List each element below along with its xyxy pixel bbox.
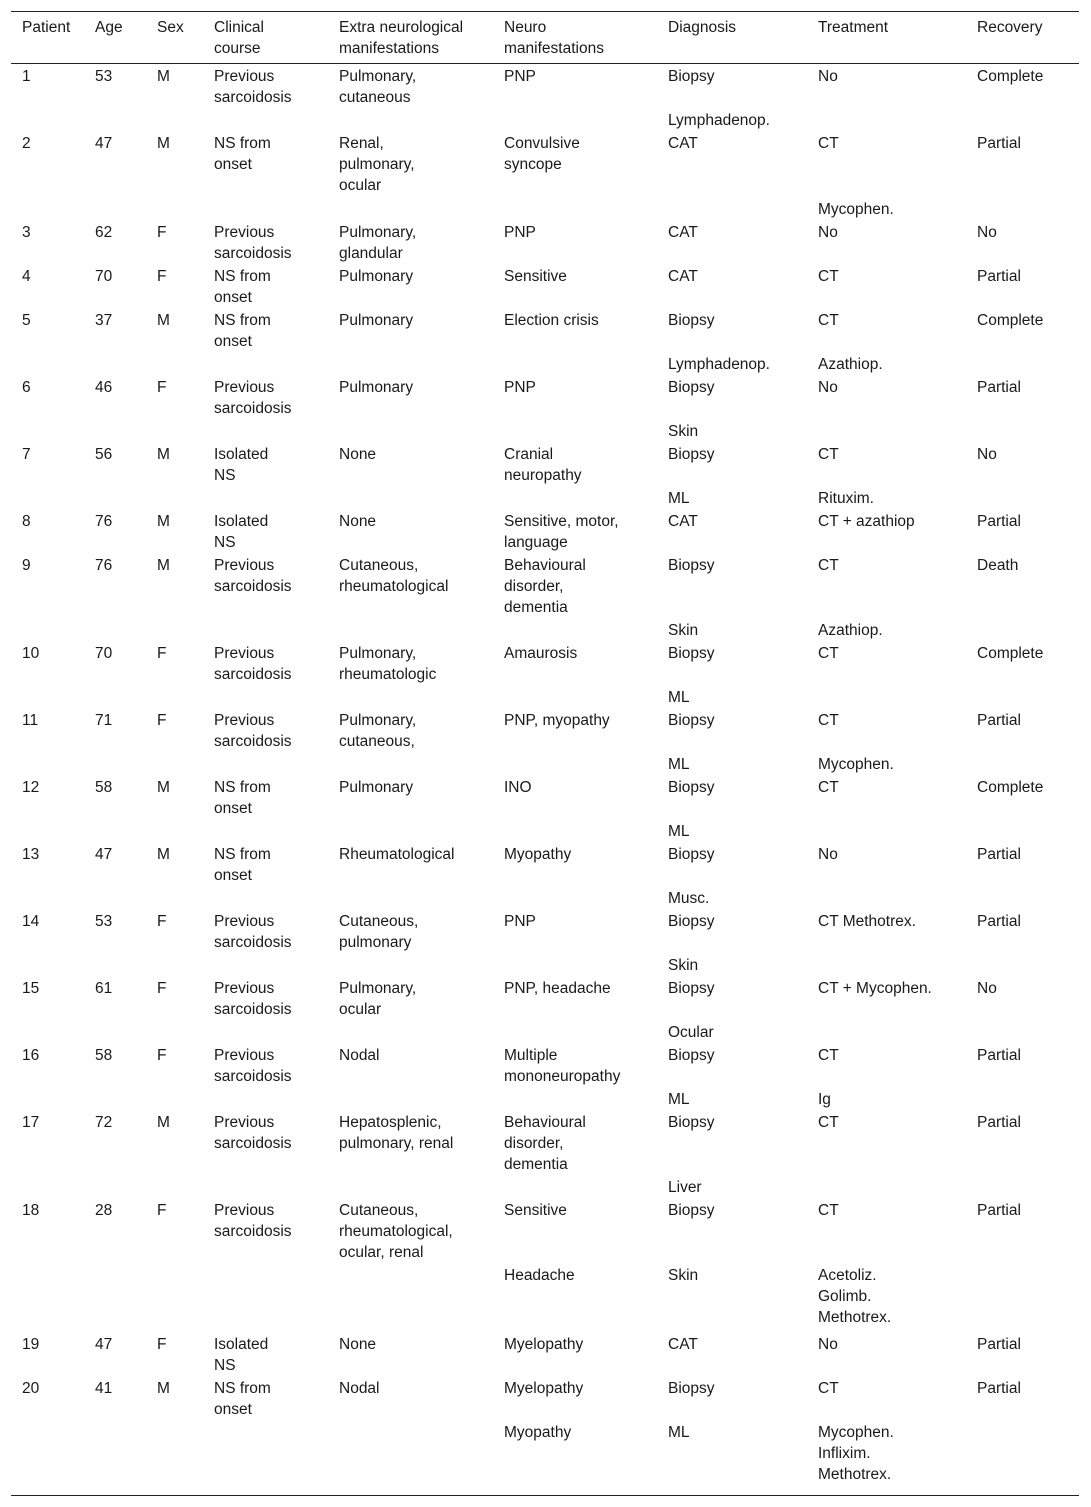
cell-extra-neuro: Pulmonary, cutaneous,	[339, 712, 417, 750]
cell-diagnosis: Biopsy	[668, 68, 715, 85]
cell-neuro: Myelopathy	[504, 1336, 584, 1353]
cell-clinical-course: NS from onset	[214, 312, 271, 350]
cell-sex: M	[157, 135, 170, 152]
cell-patient: 14	[22, 913, 40, 930]
cell-patient: 7	[22, 446, 31, 463]
table-bottom-rule	[11, 1495, 1079, 1496]
cell-extra-neuro: None	[339, 446, 377, 463]
patient-table	[11, 11, 1079, 1496]
cell-treatment: CT	[818, 779, 839, 796]
cell-treatment: CT + Mycophen.	[818, 980, 932, 997]
cell-sex: M	[157, 846, 170, 863]
cell-diagnosis: Biopsy	[668, 846, 715, 863]
cell-treatment: CT	[818, 1114, 839, 1131]
cell-clinical-course: Isolated NS	[214, 513, 269, 551]
cell-recovery: Complete	[977, 645, 1044, 662]
cell-sex: F	[157, 1202, 167, 1219]
cell-age: 47	[95, 135, 113, 152]
cell-recovery: No	[977, 980, 997, 997]
cell-diagnosis: Biopsy	[668, 645, 715, 662]
cell-sex: F	[157, 268, 167, 285]
cell-diagnosis: Biopsy	[668, 446, 715, 463]
cell-clinical-course: Previous sarcoidosis	[214, 557, 292, 595]
cell-extra-neuro: Rheumatological	[339, 846, 455, 863]
cell-neuro: Behavioural disorder, dementia	[504, 1114, 586, 1173]
cell-treatment: No	[818, 224, 838, 241]
cell-clinical-course: NS from onset	[214, 1380, 271, 1418]
cell-sex: F	[157, 913, 167, 930]
cell-extra-neuro: Renal, pulmonary, ocular	[339, 135, 415, 194]
cell-sex: M	[157, 557, 170, 574]
cell-diagnosis: ML	[668, 1091, 690, 1108]
cell-treatment: CT	[818, 557, 839, 574]
header-age: Age	[95, 19, 123, 36]
cell-clinical-course: Previous sarcoidosis	[214, 68, 292, 106]
cell-patient: 17	[22, 1114, 40, 1131]
cell-diagnosis: Biopsy	[668, 779, 715, 796]
cell-sex: M	[157, 513, 170, 530]
cell-clinical-course: Previous sarcoidosis	[214, 1047, 292, 1085]
cell-age: 53	[95, 913, 113, 930]
cell-recovery: No	[977, 446, 997, 463]
cell-treatment: No	[818, 846, 838, 863]
cell-extra-neuro: Nodal	[339, 1380, 380, 1397]
cell-sex: F	[157, 1336, 167, 1353]
cell-treatment: CT	[818, 446, 839, 463]
cell-neuro: Multiple mononeuropathy	[504, 1047, 621, 1085]
cell-patient: 12	[22, 779, 40, 796]
cell-patient: 8	[22, 513, 31, 530]
header-recovery: Recovery	[977, 19, 1043, 36]
cell-neuro: Sensitive, motor, language	[504, 513, 619, 551]
cell-treatment: CT	[818, 712, 839, 729]
cell-age: 28	[95, 1202, 113, 1219]
cell-patient: 13	[22, 846, 40, 863]
cell-extra-neuro: Cutaneous, rheumatological	[339, 557, 449, 595]
cell-diagnosis: Lymphadenop.	[668, 112, 770, 129]
cell-age: 46	[95, 379, 113, 396]
cell-sex: F	[157, 980, 167, 997]
cell-recovery: Partial	[977, 1114, 1021, 1131]
cell-sex: M	[157, 1380, 170, 1397]
cell-treatment: Mycophen. Inflixim. Methotrex.	[818, 1424, 894, 1483]
cell-age: 47	[95, 846, 113, 863]
cell-diagnosis: Biopsy	[668, 913, 715, 930]
cell-diagnosis: Biopsy	[668, 312, 715, 329]
cell-clinical-course: NS from onset	[214, 779, 271, 817]
cell-age: 76	[95, 513, 113, 530]
cell-patient: 11	[22, 712, 39, 729]
cell-neuro: Behavioural disorder, dementia	[504, 557, 586, 616]
cell-clinical-course: Isolated NS	[214, 1336, 269, 1374]
cell-recovery: Death	[977, 557, 1019, 574]
cell-recovery: Partial	[977, 846, 1021, 863]
header-treatment: Treatment	[818, 19, 889, 36]
cell-diagnosis: Skin	[668, 622, 699, 639]
cell-patient: 1	[22, 68, 31, 85]
cell-treatment: No	[818, 1336, 838, 1353]
cell-clinical-course: Previous sarcoidosis	[214, 913, 292, 951]
cell-extra-neuro: Pulmonary	[339, 268, 414, 285]
cell-treatment: CT	[818, 135, 839, 152]
cell-recovery: Partial	[977, 268, 1021, 285]
cell-clinical-course: NS from onset	[214, 846, 271, 884]
cell-extra-neuro: Pulmonary, cutaneous	[339, 68, 417, 106]
cell-clinical-course: Previous sarcoidosis	[214, 645, 292, 683]
cell-clinical-course: Previous sarcoidosis	[214, 980, 292, 1018]
cell-patient: 3	[22, 224, 31, 241]
cell-neuro: Myopathy	[504, 846, 572, 863]
cell-age: 76	[95, 557, 113, 574]
cell-sex: F	[157, 645, 167, 662]
cell-recovery: Complete	[977, 779, 1044, 796]
cell-neuro: INO	[504, 779, 532, 796]
cell-neuro: Cranial neuropathy	[504, 446, 582, 484]
cell-recovery: Partial	[977, 1380, 1021, 1397]
cell-patient: 16	[22, 1047, 40, 1064]
cell-sex: F	[157, 379, 167, 396]
cell-diagnosis: CAT	[668, 513, 698, 530]
cell-extra-neuro: Cutaneous, pulmonary	[339, 913, 419, 951]
header-patient: Patient	[22, 19, 71, 36]
cell-neuro: PNP	[504, 379, 536, 396]
cell-age: 37	[95, 312, 113, 329]
cell-diagnosis: Skin	[668, 957, 699, 974]
cell-neuro: PNP	[504, 68, 536, 85]
cell-recovery: No	[977, 224, 997, 241]
cell-sex: F	[157, 712, 167, 729]
cell-patient: 6	[22, 379, 31, 396]
header-sex: Sex	[157, 19, 184, 36]
cell-extra-neuro: Pulmonary	[339, 312, 414, 329]
cell-clinical-course: Previous sarcoidosis	[214, 1114, 292, 1152]
cell-diagnosis: Biopsy	[668, 1380, 715, 1397]
cell-recovery: Complete	[977, 312, 1044, 329]
cell-clinical-course: NS from onset	[214, 135, 271, 173]
cell-treatment: Azathiop.	[818, 622, 883, 639]
cell-sex: M	[157, 779, 170, 796]
header-clinical-course: Clinical course	[214, 19, 264, 57]
cell-age: 41	[95, 1380, 113, 1397]
cell-neuro: Myopathy	[504, 1424, 572, 1441]
cell-diagnosis: Biopsy	[668, 557, 715, 574]
cell-clinical-course: Previous sarcoidosis	[214, 712, 292, 750]
cell-diagnosis: ML	[668, 823, 690, 840]
cell-neuro: Myelopathy	[504, 1380, 584, 1397]
cell-diagnosis: CAT	[668, 268, 698, 285]
cell-patient: 9	[22, 557, 31, 574]
cell-diagnosis: Skin	[668, 423, 699, 440]
cell-treatment: CT	[818, 1202, 839, 1219]
cell-recovery: Complete	[977, 68, 1044, 85]
cell-extra-neuro: Pulmonary, glandular	[339, 224, 417, 262]
cell-age: 61	[95, 980, 113, 997]
cell-clinical-course: Previous sarcoidosis	[214, 379, 292, 417]
cell-diagnosis: CAT	[668, 135, 698, 152]
cell-sex: M	[157, 68, 170, 85]
cell-clinical-course: Previous sarcoidosis	[214, 1202, 292, 1240]
cell-diagnosis: Lymphadenop.	[668, 356, 770, 373]
cell-age: 47	[95, 1336, 113, 1353]
cell-sex: F	[157, 224, 167, 241]
cell-neuro: PNP, myopathy	[504, 712, 610, 729]
header-neuro: Neuro manifestations	[504, 19, 604, 57]
cell-treatment: CT	[818, 1047, 839, 1064]
cell-age: 62	[95, 224, 113, 241]
cell-age: 72	[95, 1114, 113, 1131]
cell-treatment: Rituxim.	[818, 490, 874, 507]
cell-recovery: Partial	[977, 1047, 1021, 1064]
cell-treatment: Azathiop.	[818, 356, 883, 373]
cell-patient: 20	[22, 1380, 40, 1397]
cell-treatment: CT Methotrex.	[818, 913, 916, 930]
cell-age: 70	[95, 268, 113, 285]
cell-neuro: PNP	[504, 913, 536, 930]
cell-sex: M	[157, 312, 170, 329]
cell-neuro: Headache	[504, 1267, 575, 1284]
cell-diagnosis: CAT	[668, 224, 698, 241]
cell-neuro: Sensitive	[504, 1202, 567, 1219]
cell-patient: 18	[22, 1202, 40, 1219]
cell-extra-neuro: Nodal	[339, 1047, 380, 1064]
cell-diagnosis: CAT	[668, 1336, 698, 1353]
cell-diagnosis: Biopsy	[668, 379, 715, 396]
cell-clinical-course: NS from onset	[214, 268, 271, 306]
cell-patient: 2	[22, 135, 31, 152]
cell-extra-neuro: None	[339, 513, 377, 530]
cell-treatment: CT	[818, 645, 839, 662]
cell-neuro: Sensitive	[504, 268, 567, 285]
cell-clinical-course: Previous sarcoidosis	[214, 224, 292, 262]
cell-diagnosis: Biopsy	[668, 1202, 715, 1219]
cell-diagnosis: Biopsy	[668, 712, 715, 729]
cell-sex: M	[157, 446, 170, 463]
cell-age: 56	[95, 446, 113, 463]
cell-diagnosis: ML	[668, 1424, 690, 1441]
cell-treatment: CT	[818, 1380, 839, 1397]
cell-diagnosis: ML	[668, 490, 690, 507]
cell-diagnosis: ML	[668, 756, 690, 773]
cell-diagnosis: Liver	[668, 1179, 702, 1196]
cell-treatment: Acetoliz. Golimb. Methotrex.	[818, 1267, 892, 1326]
cell-recovery: Partial	[977, 1336, 1021, 1353]
cell-patient: 19	[22, 1336, 40, 1353]
cell-extra-neuro: Pulmonary, rheumatologic	[339, 645, 437, 683]
cell-extra-neuro: Pulmonary	[339, 779, 414, 796]
cell-patient: 4	[22, 268, 31, 285]
cell-diagnosis: Biopsy	[668, 1047, 715, 1064]
cell-age: 58	[95, 1047, 113, 1064]
cell-treatment: No	[818, 379, 838, 396]
cell-recovery: Partial	[977, 1202, 1021, 1219]
cell-diagnosis: ML	[668, 689, 690, 706]
cell-age: 70	[95, 645, 113, 662]
cell-extra-neuro: Pulmonary, ocular	[339, 980, 417, 1018]
cell-age: 58	[95, 779, 113, 796]
cell-diagnosis: Biopsy	[668, 1114, 715, 1131]
header-diagnosis: Diagnosis	[668, 19, 737, 36]
cell-treatment: CT	[818, 268, 839, 285]
table-top-rule	[11, 11, 1079, 12]
cell-sex: M	[157, 1114, 170, 1131]
cell-clinical-course: Isolated NS	[214, 446, 269, 484]
cell-treatment: Ig	[818, 1091, 831, 1108]
cell-age: 53	[95, 68, 113, 85]
cell-sex: F	[157, 1047, 167, 1064]
header-bottom-rule	[11, 63, 1079, 64]
cell-diagnosis: Biopsy	[668, 980, 715, 997]
cell-treatment: Mycophen.	[818, 756, 894, 773]
cell-diagnosis: Skin	[668, 1267, 699, 1284]
cell-diagnosis: Ocular	[668, 1024, 714, 1041]
header-extra-neuro: Extra neurological manifestations	[339, 19, 464, 57]
cell-neuro: Election crisis	[504, 312, 599, 329]
cell-patient: 15	[22, 980, 40, 997]
cell-recovery: Partial	[977, 513, 1021, 530]
cell-treatment: CT + azathiop	[818, 513, 915, 530]
cell-patient: 10	[22, 645, 40, 662]
cell-extra-neuro: Cutaneous, rheumatological, ocular, renal	[339, 1202, 453, 1261]
cell-patient: 5	[22, 312, 31, 329]
cell-neuro: PNP	[504, 224, 536, 241]
cell-extra-neuro: None	[339, 1336, 377, 1353]
cell-extra-neuro: Pulmonary	[339, 379, 414, 396]
cell-extra-neuro: Hepatosplenic, pulmonary, renal	[339, 1114, 454, 1152]
cell-neuro: Amaurosis	[504, 645, 578, 662]
cell-age: 71	[95, 712, 113, 729]
cell-recovery: Partial	[977, 379, 1021, 396]
cell-recovery: Partial	[977, 712, 1021, 729]
cell-diagnosis: Musc.	[668, 890, 710, 907]
cell-recovery: Partial	[977, 135, 1021, 152]
cell-treatment: Mycophen.	[818, 201, 894, 218]
cell-treatment: CT	[818, 312, 839, 329]
cell-neuro: Convulsive syncope	[504, 135, 580, 173]
cell-treatment: No	[818, 68, 838, 85]
cell-neuro: PNP, headache	[504, 980, 611, 997]
cell-recovery: Partial	[977, 913, 1021, 930]
